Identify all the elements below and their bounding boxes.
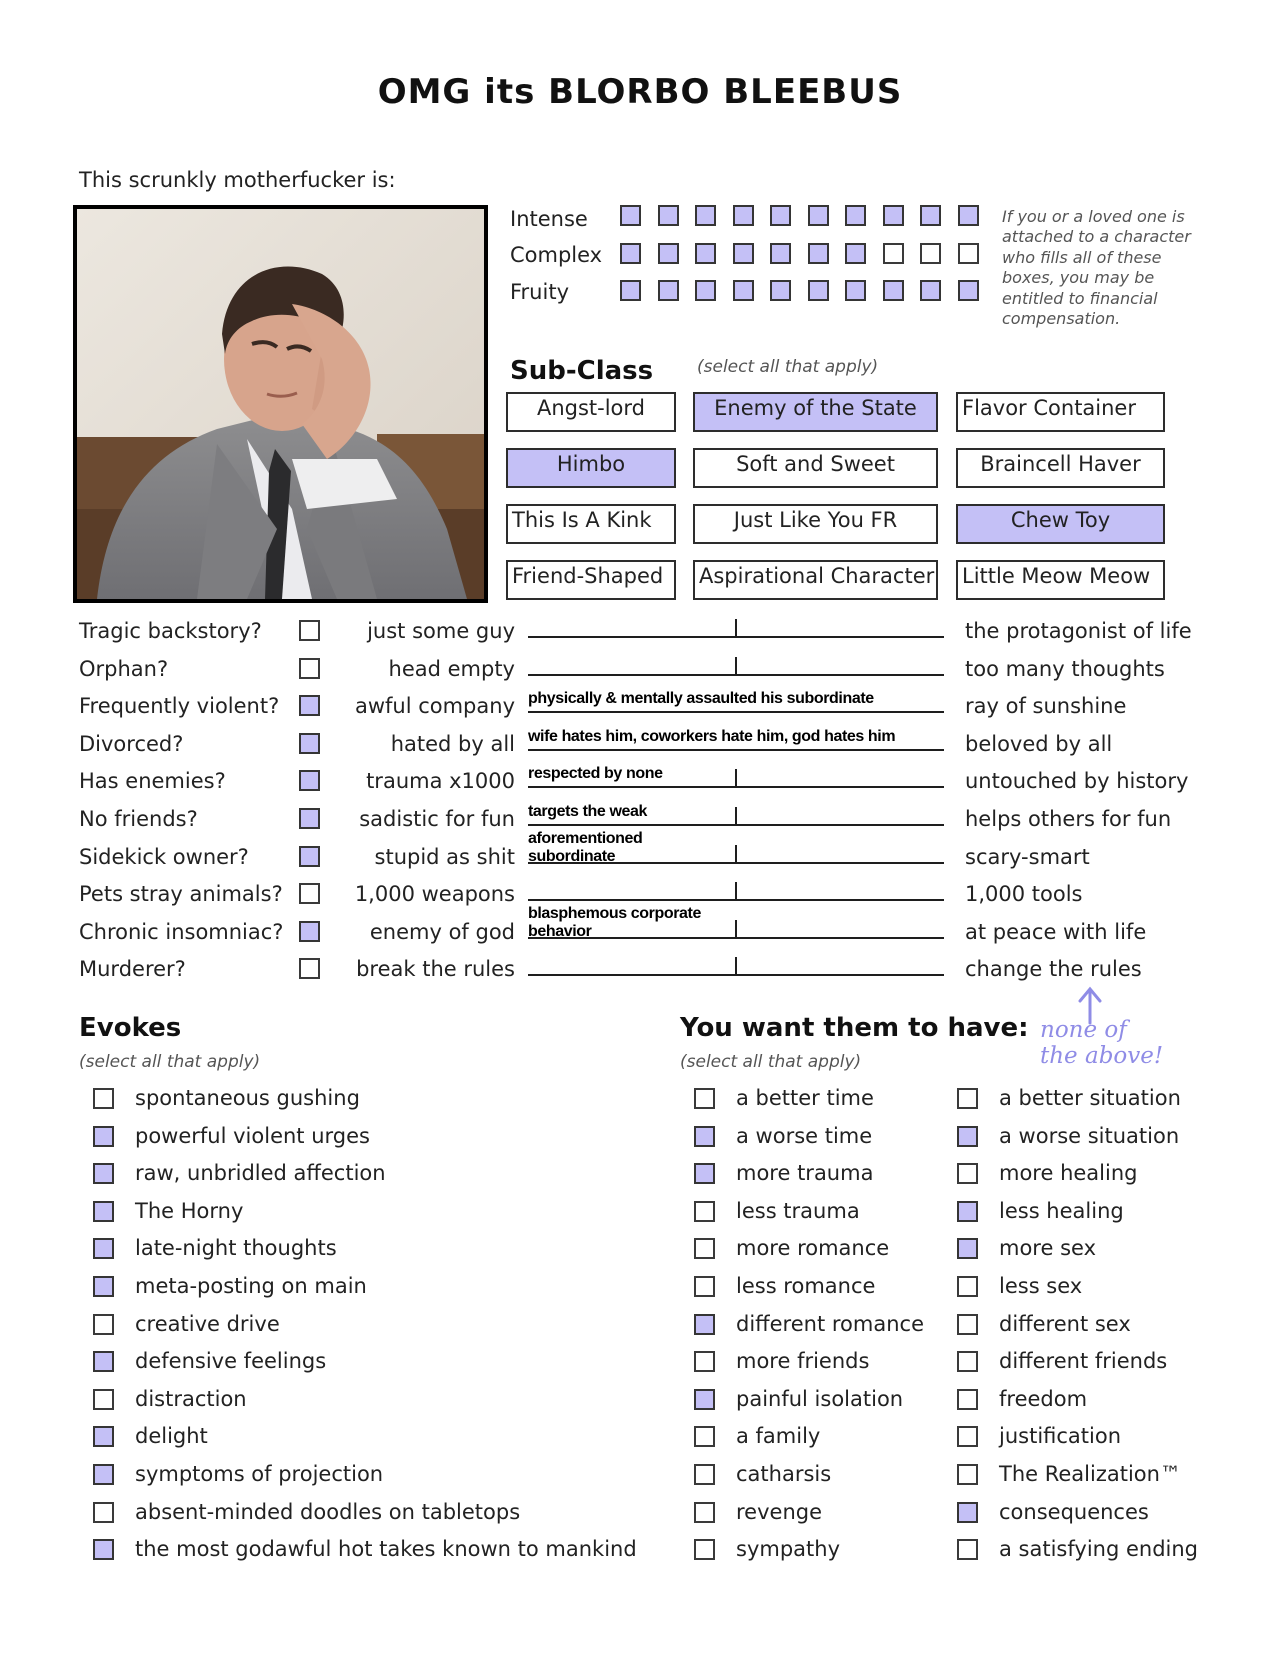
want-item-label: painful isolation	[736, 1386, 904, 1411]
trait-checkbox[interactable]	[299, 733, 320, 754]
meter-intense-checkbox[interactable]	[958, 205, 979, 226]
evokes-checkbox[interactable]	[93, 1314, 114, 1335]
trait-question: Pets stray animals?	[79, 882, 283, 907]
evokes-checkbox[interactable]	[93, 1276, 114, 1297]
meter-fruity-checkbox[interactable]	[808, 280, 829, 301]
want-checkbox[interactable]	[694, 1276, 715, 1297]
scale-left-label: 1,000 weapons	[354, 882, 515, 907]
trait-checkbox[interactable]	[299, 883, 320, 904]
evokes-checkbox[interactable]	[93, 1088, 114, 1109]
subclass-option-just-like-you-fr[interactable]: Just Like You FR	[693, 504, 938, 544]
want-item-label: a family	[736, 1424, 821, 1449]
meter-fruity-checkbox[interactable]	[695, 280, 716, 301]
meter-fruity-checkbox[interactable]	[958, 280, 979, 301]
want-checkbox[interactable]	[957, 1464, 978, 1485]
want-item-label: different romance	[736, 1311, 924, 1336]
scale-left-label: enemy of god	[369, 919, 515, 944]
meter-fruity-checkbox[interactable]	[658, 280, 679, 301]
want-checkbox[interactable]	[694, 1426, 715, 1447]
want-checkbox[interactable]	[694, 1088, 715, 1109]
scale-midpoint-tick	[735, 619, 737, 637]
trait-question: Chronic insomniac?	[79, 919, 284, 944]
scale-line	[528, 711, 944, 713]
scale-right-label: the protagonist of life	[965, 619, 1192, 643]
meter-complex-checkbox[interactable]	[733, 243, 754, 264]
want-checkbox[interactable]	[957, 1426, 978, 1447]
scale-midpoint-tick	[735, 845, 737, 863]
trait-question: No friends?	[79, 807, 198, 831]
want-item-label: a worse time	[736, 1123, 873, 1148]
want-item-label: consequences	[999, 1499, 1149, 1524]
evokes-checkbox[interactable]	[93, 1126, 114, 1147]
want-checkbox[interactable]	[957, 1314, 978, 1335]
evokes-item-label: powerful violent urges	[135, 1123, 370, 1148]
want-checkbox[interactable]	[957, 1539, 978, 1560]
meter-intense-checkbox[interactable]	[620, 205, 641, 226]
trait-question: Has enemies?	[79, 769, 226, 794]
want-checkbox[interactable]	[694, 1314, 715, 1335]
trait-checkbox[interactable]	[299, 808, 320, 829]
want-heading: You want them to have:	[680, 1013, 1029, 1043]
want-checkbox[interactable]	[957, 1126, 978, 1147]
scale-left-label: hated by all	[390, 731, 515, 756]
want-checkbox[interactable]	[957, 1389, 978, 1410]
evokes-checkbox[interactable]	[93, 1238, 114, 1259]
scale-left-label: head empty	[388, 656, 515, 681]
meter-complex-checkbox[interactable]	[920, 243, 941, 264]
subclass-option-soft-and-sweet[interactable]: Soft and Sweet	[693, 448, 938, 488]
meter-complex-checkbox[interactable]	[658, 243, 679, 264]
trait-question: Orphan?	[79, 656, 169, 681]
want-checkbox[interactable]	[694, 1201, 715, 1222]
subclass-option-this-is-a-kink[interactable]: This Is A Kink	[506, 504, 676, 544]
scale-handwritten-note: blasphemous corporate behavior	[528, 904, 701, 940]
subclass-option-aspirational-character[interactable]: Aspirational Character	[693, 560, 938, 600]
evokes-checkbox[interactable]	[93, 1163, 114, 1184]
subclass-option-enemy-of-the-state[interactable]: Enemy of the State	[693, 392, 938, 432]
meter-fruity-checkbox[interactable]	[620, 280, 641, 301]
subclass-option-friend-shaped[interactable]: Friend-Shaped	[506, 560, 676, 600]
character-photo	[73, 205, 488, 603]
evokes-item-label: absent-minded doodles on tabletops	[135, 1499, 521, 1524]
evokes-checkbox[interactable]	[93, 1502, 114, 1523]
meter-complex-checkbox[interactable]	[620, 243, 641, 264]
evokes-heading: Evokes	[79, 1013, 182, 1043]
want-checkbox[interactable]	[957, 1163, 978, 1184]
meter-complex-checkbox[interactable]	[808, 243, 829, 264]
trait-question: Murderer?	[79, 957, 186, 982]
evokes-item-label: the most godawful hot takes known to mankind	[135, 1537, 637, 1562]
evokes-item-label: raw, unbridled affection	[135, 1161, 386, 1186]
want-checkbox[interactable]	[694, 1539, 715, 1560]
evokes-item-label: The Horny	[135, 1198, 244, 1223]
scale-left-label: just some guy	[367, 619, 515, 643]
meter-fruity-checkbox[interactable]	[845, 280, 866, 301]
trait-question: Frequently violent?	[79, 694, 280, 719]
subclass-option-little-meow-meow[interactable]: Little Meow Meow	[956, 560, 1165, 600]
scale-right-label: helps others for fun	[965, 807, 1172, 831]
want-checkbox[interactable]	[694, 1126, 715, 1147]
scale-midpoint-tick	[735, 957, 737, 975]
want-item-label: revenge	[736, 1499, 822, 1524]
scale-left-label: trauma x1000	[366, 769, 515, 794]
evokes-item-label: delight	[135, 1424, 208, 1449]
meter-intense-checkbox[interactable]	[883, 205, 904, 226]
scale-right-label: ray of sunshine	[965, 694, 1127, 719]
scale-midpoint-tick	[735, 769, 737, 787]
trait-question: Tragic backstory?	[79, 619, 262, 643]
evokes-item-label: spontaneous gushing	[135, 1086, 360, 1110]
intro-text: This scrunkly motherfucker is:	[79, 168, 396, 192]
want-item-label: a better time	[736, 1086, 874, 1110]
want-item-label: sympathy	[736, 1537, 840, 1562]
want-checkbox[interactable]	[957, 1351, 978, 1372]
subclass-option-braincell-haver[interactable]: Braincell Haver	[956, 448, 1165, 488]
scale-midpoint-tick	[735, 807, 737, 825]
scale-midpoint-tick	[735, 920, 737, 938]
scale-right-label: beloved by all	[965, 731, 1113, 756]
evokes-item-label: distraction	[135, 1386, 247, 1411]
meter-label-complex: Complex	[510, 243, 603, 267]
meter-label-intense: Intense	[510, 207, 588, 231]
scale-handwritten-note: physically & mentally assaulted his subordinate	[528, 690, 874, 708]
evokes-item-label: late-night thoughts	[135, 1236, 337, 1261]
scale-handwritten-note: wife hates him, coworkers hate him, god hates him	[528, 727, 896, 745]
scale-line	[528, 749, 944, 751]
want-checkbox[interactable]	[694, 1389, 715, 1410]
meter-complex-checkbox[interactable]	[958, 243, 979, 264]
meter-intense-checkbox[interactable]	[695, 205, 716, 226]
want-hint: (select all that apply)	[680, 1052, 862, 1072]
meter-complex-checkbox[interactable]	[845, 243, 866, 264]
want-item-label: a satisfying ending	[999, 1537, 1198, 1562]
annotation-none-of-the-above: none of the above!	[1040, 1017, 1164, 1069]
scale-right-label: untouched by history	[965, 769, 1189, 794]
want-item-label: more trauma	[736, 1161, 874, 1186]
evokes-checkbox[interactable]	[93, 1201, 114, 1222]
page-title: OMG its BLORBO BLEEBUS	[377, 72, 903, 112]
want-checkbox[interactable]	[694, 1238, 715, 1259]
meter-intense-checkbox[interactable]	[845, 205, 866, 226]
meter-label-fruity: Fruity	[510, 280, 569, 304]
meter-complex-checkbox[interactable]	[695, 243, 716, 264]
meter-complex-checkbox[interactable]	[770, 243, 791, 264]
evokes-item-label: symptoms of projection	[135, 1462, 384, 1486]
scale-handwritten-note: targets the weak	[528, 803, 647, 820]
trait-checkbox[interactable]	[299, 921, 320, 942]
want-checkbox[interactable]	[694, 1351, 715, 1372]
scale-left-label: break the rules	[356, 957, 515, 982]
want-checkbox[interactable]	[957, 1238, 978, 1259]
subclass-option-angst-lord[interactable]: Angst-lord	[506, 392, 676, 432]
scale-handwritten-note: aforementioned subordinate	[528, 829, 643, 865]
subclass-heading: Sub-Class	[510, 356, 654, 386]
meter-fruity-checkbox[interactable]	[920, 280, 941, 301]
meter-fruity-checkbox[interactable]	[733, 280, 754, 301]
want-checkbox[interactable]	[694, 1502, 715, 1523]
want-item-label: justification	[999, 1424, 1122, 1449]
subclass-hint: (select all that apply)	[697, 357, 879, 377]
want-item-label: different friends	[999, 1349, 1168, 1374]
want-checkbox[interactable]	[957, 1276, 978, 1297]
want-item-label: The Realization™	[999, 1462, 1181, 1486]
want-item-label: less sex	[999, 1274, 1083, 1298]
scale-handwritten-note: respected by none	[528, 765, 663, 783]
trait-question: Divorced?	[79, 731, 184, 756]
evokes-checkbox[interactable]	[93, 1464, 114, 1485]
want-item-label: less trauma	[736, 1198, 860, 1223]
evokes-item-label: defensive feelings	[135, 1349, 327, 1374]
want-item-label: more sex	[999, 1236, 1096, 1261]
meter-complex-checkbox[interactable]	[883, 243, 904, 264]
want-item-label: more healing	[999, 1161, 1138, 1186]
scale-left-label: stupid as shit	[374, 844, 515, 869]
meter-note: If you or a loved one is attached to a character who fills all of these boxes, you may be entitled to financial compensation.	[1002, 207, 1191, 329]
trait-checkbox[interactable]	[299, 658, 320, 679]
photo-illustration	[77, 209, 484, 599]
want-checkbox[interactable]	[694, 1163, 715, 1184]
trait-checkbox[interactable]	[299, 846, 320, 867]
meter-fruity-checkbox[interactable]	[770, 280, 791, 301]
meter-intense-checkbox[interactable]	[920, 205, 941, 226]
scale-right-label: scary-smart	[965, 844, 1090, 869]
scale-midpoint-tick	[735, 882, 737, 900]
evokes-checkbox[interactable]	[93, 1426, 114, 1447]
scale-left-label: awful company	[354, 694, 515, 719]
scale-right-label: at peace with life	[965, 919, 1147, 944]
scale-midpoint-tick	[735, 657, 737, 675]
trait-checkbox[interactable]	[299, 695, 320, 716]
scale-left-label: sadistic for fun	[359, 807, 515, 831]
trait-checkbox[interactable]	[299, 620, 320, 641]
want-item-label: catharsis	[736, 1462, 832, 1486]
want-checkbox[interactable]	[957, 1088, 978, 1109]
want-checkbox[interactable]	[957, 1502, 978, 1523]
meter-intense-checkbox[interactable]	[658, 205, 679, 226]
want-item-label: more friends	[736, 1349, 870, 1374]
meter-intense-checkbox[interactable]	[808, 205, 829, 226]
scale-right-label: 1,000 tools	[965, 882, 1083, 907]
evokes-item-label: meta-posting on main	[135, 1274, 367, 1298]
evokes-item-label: creative drive	[135, 1311, 280, 1336]
trait-checkbox[interactable]	[299, 958, 320, 979]
want-item-label: different sex	[999, 1311, 1131, 1336]
want-item-label: more romance	[736, 1236, 890, 1261]
want-item-label: freedom	[999, 1386, 1088, 1411]
scale-right-label: too many thoughts	[965, 656, 1165, 681]
evokes-checkbox[interactable]	[93, 1539, 114, 1560]
want-checkbox[interactable]	[957, 1201, 978, 1222]
scale-right-label: change the rules	[965, 957, 1142, 982]
want-item-label: a worse situation	[999, 1123, 1180, 1148]
want-item-label: a better situation	[999, 1086, 1181, 1110]
want-checkbox[interactable]	[694, 1464, 715, 1485]
trait-checkbox[interactable]	[299, 770, 320, 791]
subclass-option-flavor-container[interactable]: Flavor Container	[956, 392, 1165, 432]
trait-question: Sidekick owner?	[79, 844, 249, 869]
want-item-label: less romance	[736, 1274, 876, 1298]
meter-intense-checkbox[interactable]	[733, 205, 754, 226]
evokes-hint: (select all that apply)	[79, 1052, 261, 1072]
evokes-checkbox[interactable]	[93, 1351, 114, 1372]
want-item-label: less healing	[999, 1198, 1124, 1223]
evokes-checkbox[interactable]	[93, 1389, 114, 1410]
subclass-option-chew-toy[interactable]: Chew Toy	[956, 504, 1165, 544]
meter-fruity-checkbox[interactable]	[883, 280, 904, 301]
meter-intense-checkbox[interactable]	[770, 205, 791, 226]
subclass-option-himbo[interactable]: Himbo	[506, 448, 676, 488]
